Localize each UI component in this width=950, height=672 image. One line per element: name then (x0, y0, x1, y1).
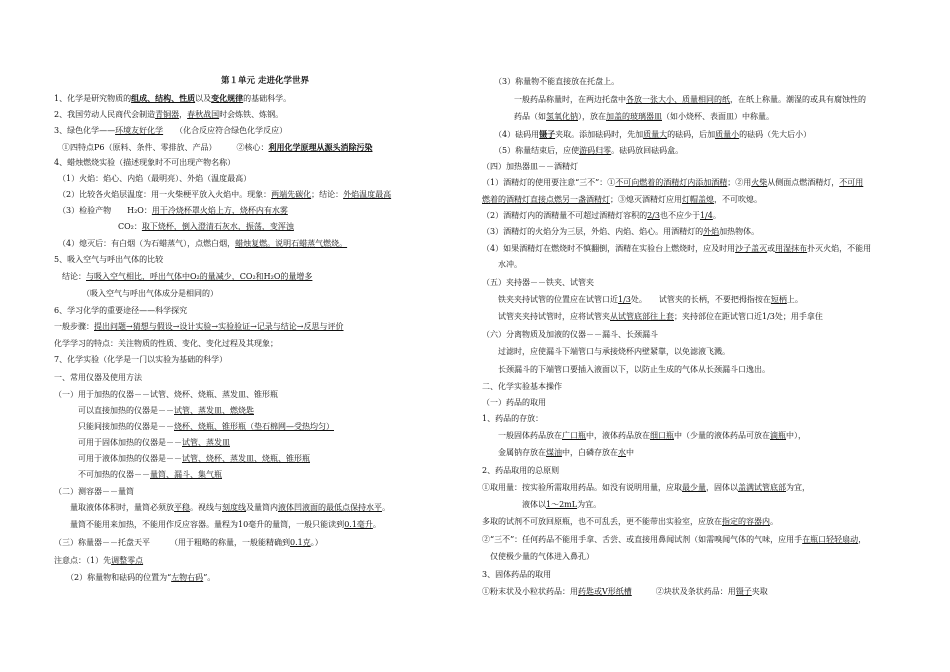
plain-text: 的砝码，后加 (667, 130, 716, 139)
underlined-text: 变化规律 (211, 93, 244, 103)
plain-text: ①粉末状及小粒状药品：用 (482, 587, 578, 596)
plain-text: 可用于固体加热的仪器是－－ (54, 438, 182, 447)
plain-text: 仅使极少量的气体进入鼻孔） (482, 552, 594, 561)
plain-text: 药品（如 (482, 112, 546, 121)
plain-text: （六）分离物质及加液的仪器－－漏斗、长颈漏斗 (482, 330, 658, 339)
text-line (482, 552, 594, 562)
plain-text: 也不应少于 (659, 211, 700, 220)
plain-text: 可以直接加热的仪器是－－ (54, 406, 174, 415)
underlined-text: 左物右码 (171, 573, 204, 582)
underlined-text: 平稳 (174, 503, 190, 512)
text-line (54, 470, 222, 480)
text-line (482, 431, 806, 441)
plain-text: ，固体以 (706, 483, 738, 492)
plain-text: 过滤时，应使漏斗下端管口与承接烧杯内壁紧靠，以免滤液飞溅。 (482, 347, 730, 356)
text-line (482, 295, 803, 305)
plain-text: 及量筒内 (246, 503, 278, 512)
plain-text: ），放在 (578, 112, 606, 121)
underlined-text: 滴瓶 (770, 431, 786, 440)
text-line (482, 587, 768, 597)
underlined-text: 在瓶口轻轻扇动 (802, 535, 859, 544)
plain-text: （如小烧杯、表面皿）中称量。 (662, 112, 774, 121)
text-line (482, 330, 658, 340)
plain-text: 7、化学实验（化学是一门以实验为基础的科学） (54, 355, 228, 364)
plain-text: 2、我国劳动人民商代会制造 (54, 110, 156, 119)
text-line (482, 77, 619, 87)
underlined-text: 煤油 (546, 448, 562, 457)
text-line (482, 227, 759, 237)
text-line (54, 142, 372, 153)
underlined-text: 水 (618, 448, 626, 457)
plain-text: ；②用 (727, 178, 752, 187)
plain-text: （二）测容器－－量筒 (54, 487, 134, 496)
plain-text: 2、药品取用的总原则 (482, 466, 560, 475)
plain-text: 4、蜡烛燃烧实验（描述现象时不可出现产物名称） (54, 158, 236, 167)
plain-text: 。 (712, 211, 721, 220)
plain-text: （吸入空气与呼出气体成分是相同的） (54, 289, 218, 298)
text-line (54, 573, 215, 583)
underlined-text: 盖满试管底部 (738, 483, 786, 492)
page-title: 第１单元 走进化学世界 (221, 76, 309, 86)
underlined-text: 用干冷烧杯罩火焰上方，烧杯内有水雾 (151, 206, 288, 215)
plain-text: 上。 (786, 295, 803, 304)
underlined-text: 组成、结构、性质 (131, 93, 196, 103)
underlined-text: 试管、烧杯、蒸发皿、烧瓶、锥形瓶 (182, 454, 310, 463)
plain-text: 试管夹夹持试管时，应将试管夹 (482, 312, 610, 321)
underlined-text: 刻度线 (222, 503, 246, 512)
plain-text: ①四特点P6（原料、条件、零排放、产品） ②核心： (54, 143, 269, 152)
plain-text: ”。 (203, 573, 216, 582)
plain-text: （四）加热器皿－－酒精灯 (482, 162, 578, 171)
underlined-text: 1/4 (699, 211, 713, 220)
text-line (482, 244, 871, 254)
plain-text: ②“三不”：任何药品不能用手拿、舌尝、或直接用鼻闻试剂（如需嗅闻气体的气味，应用手 (482, 535, 803, 544)
text-line (54, 272, 312, 282)
underlined-text: 细口瓶 (650, 431, 674, 440)
plain-text: CO₂： (54, 222, 142, 231)
text-line (54, 422, 334, 432)
plain-text: 一般固体药品放在 (482, 431, 562, 440)
text-line (482, 517, 778, 527)
text-line (482, 414, 543, 424)
plain-text: （2）比较各火焰层温度：用一火柴梗平放入火焰中。现象： (54, 190, 272, 199)
text-line (482, 466, 559, 476)
text-line (54, 390, 278, 400)
text-line (54, 339, 278, 349)
text-line (482, 535, 866, 545)
text-line (54, 93, 291, 104)
underlined-text: 燃着的酒精灯直接点燃另一盏酒精灯 (482, 195, 610, 204)
text-line (482, 146, 683, 156)
underlined-text: 青铜器 (155, 110, 180, 119)
plain-text: 为宜， (786, 483, 810, 492)
plain-text: 从侧面点燃酒精灯， (767, 178, 840, 187)
text-line (54, 454, 310, 464)
text-line (482, 112, 774, 122)
text-line (482, 398, 546, 408)
plain-text: 中（少量的液体药品可放在 (674, 431, 770, 440)
plain-text: 液体以 (482, 500, 546, 509)
underlined-text: 加盖的玻璃器皿 (606, 112, 662, 121)
plain-text: 一般药品称量时，在两边托盘中 (482, 95, 626, 104)
underlined-text: 从试管底部往上套 (610, 312, 674, 321)
underlined-text: 0.1毫升 (344, 520, 373, 529)
text-line (54, 556, 143, 566)
plain-text: ②块状及条状药品：用 (631, 587, 736, 596)
plain-text: （1）火焰：焰心、内焰（最明亮）、外焰（温度最高） (54, 174, 252, 183)
plain-text: 。 (770, 517, 778, 526)
underlined-text: 指定的容器内 (722, 517, 770, 526)
text-line (482, 570, 551, 580)
plain-text: （五）夹持器－－铁夹、试管夹 (482, 278, 594, 287)
underlined-text: 利用化学原理从源头消除污染 (268, 142, 373, 152)
plain-text: 。视线与 (190, 503, 222, 512)
plain-text: 或 (767, 244, 776, 253)
plain-text: （4）熄灭后：有白烟（为石蜡蒸气），点燃白烟， (54, 239, 236, 248)
plain-text: 的砝码（先大后小） (739, 130, 812, 139)
plain-text: 量筒不能用来加热，不能用作反应容器。量程为10毫升的量筒，一般只能读到 (54, 520, 345, 529)
plain-text: 。砝码放回砝码盒。 (611, 146, 684, 155)
underlined-text: 镊子 (539, 129, 556, 139)
text-line (54, 158, 235, 168)
underlined-text: 镊子 (735, 587, 752, 596)
underlined-text: 质量大 (643, 130, 668, 139)
text-line (54, 255, 163, 265)
plain-text: 加热物体。 (719, 227, 760, 236)
underlined-text: 取下烧杯，倒入澄清石灰水，振荡，变浑浊 (141, 222, 294, 231)
plain-text: 化学学习的特点：关注物质的性质、变化、变化过程及其现象； (54, 339, 278, 348)
plain-text: 时会炼铁、炼钢。 (219, 110, 284, 119)
plain-text: 6、学习化学的重要途径——科学探究 (54, 306, 188, 315)
plain-text: （3）酒精灯的火焰分为三层，外焰、内焰、焰心。用酒精灯的 (482, 227, 704, 236)
text-line (482, 162, 578, 172)
plain-text: 夹取。添加砝码时，先加 (555, 130, 644, 139)
plain-text: 只能间接加热的仪器是－－ (54, 422, 174, 431)
underlined-text: 广口瓶 (562, 431, 586, 440)
text-line (54, 406, 254, 416)
plain-text: 。 (382, 503, 390, 512)
plain-text: （2）称量物和砝码的位置为“ (54, 573, 172, 582)
plain-text: ，不可吹熄。 (714, 195, 762, 204)
underlined-text: 各放一张大小、质量相同的纸 (626, 95, 730, 104)
plain-text: 中）， (786, 431, 806, 440)
underlined-text: 短柄 (770, 295, 787, 304)
plain-text: 金属钠存放在 (482, 448, 546, 457)
text-line (54, 206, 288, 216)
plain-text: 不可加热的仪器－－ (54, 470, 150, 479)
plain-text: 水冲。 (482, 260, 522, 269)
plain-text: 长颈漏斗的下端管口要插入液面以下，以防止生成的气体从长颈漏斗口逸出。 (482, 365, 770, 374)
plain-text: （3）称量物不能直接放在托盘上。 (482, 77, 620, 86)
plain-text: 一般步骤： (54, 322, 94, 331)
plain-text: （4）砝码用 (482, 130, 540, 139)
plain-text: 夹取 (751, 587, 768, 596)
plain-text: 3、绿色化学—— (54, 126, 116, 135)
plain-text: 为宜。 (577, 500, 602, 509)
underlined-text: 不可用 (839, 178, 864, 187)
text-line (54, 322, 344, 332)
plain-text: 处。 试管夹的长柄，不要把拇指按在 (630, 295, 771, 304)
plain-text: 多取的试剂不可放回原瓶，也不可乱丢，更不能带出实验室，应放在 (482, 517, 722, 526)
text-line (482, 195, 762, 205)
text-line (54, 355, 227, 365)
plain-text: ；③熄灭酒精灯应用 (610, 195, 682, 204)
plain-text: 中，液体药品放在 (586, 431, 650, 440)
text-line (482, 500, 601, 510)
text-line (482, 278, 594, 288)
text-line (482, 129, 811, 140)
underlined-text: 氢氧化钠 (546, 112, 578, 121)
text-line (54, 126, 287, 136)
text-line (482, 260, 522, 270)
underlined-text: 药匙或V形纸槽 (578, 587, 632, 596)
text-line (482, 483, 810, 493)
text-line (54, 520, 381, 530)
underlined-text: 液体凹液面的最低点保持水平 (278, 503, 382, 512)
text-line (54, 306, 187, 316)
plain-text: 可用于液体加热的仪器是－－ (54, 454, 182, 463)
plain-text: ， (179, 110, 188, 119)
plain-text: 铁夹夹持试管的位置应在试管口近 (482, 295, 618, 304)
text-line (482, 178, 863, 188)
text-line (54, 239, 347, 249)
plain-text: （1）酒精灯的使用要注意“三不”：① (482, 178, 616, 187)
plain-text: （化合反应符合绿色化学反应） (163, 126, 288, 135)
plain-text: （一）药品的取用 (482, 398, 546, 407)
text-line (54, 538, 323, 548)
underlined-text: 游码归零 (579, 146, 612, 155)
plain-text: 二、化学实验基本操作 (482, 382, 562, 391)
text-line (482, 211, 721, 221)
underlined-text: 不可向燃着的酒精灯内添加酒精 (615, 178, 728, 187)
text-line (54, 289, 218, 299)
underlined-text: 火柴 (751, 178, 768, 187)
underlined-text: 沙子盖灭 (735, 244, 768, 253)
text-line (54, 174, 251, 184)
underlined-text: 2/3 (647, 211, 660, 220)
underlined-text: 外焰温度最高 (343, 190, 392, 199)
plain-text: （4）如果酒精灯在燃烧时不慎翻倒，酒精在实验台上燃烧时，应及时用 (482, 244, 736, 253)
text-line (54, 190, 391, 200)
text-line (54, 222, 294, 232)
underlined-text: 试管、蒸发皿、燃烧匙 (174, 406, 254, 415)
underlined-text: 1/3 (618, 295, 631, 304)
plain-text: 中 (626, 448, 634, 457)
plain-text: ；夹持部位在距试管口近1/3处；用手拿住 (674, 312, 823, 321)
text-line (54, 503, 390, 513)
plain-text: 一、常用仪器及使用方法 (54, 373, 142, 382)
plain-text: （5）称量结束后，应使 (482, 146, 580, 155)
underlined-text: 春秋战国 (187, 110, 220, 119)
plain-text: 。 (372, 520, 381, 529)
plain-text: 扑灭火焰，不能用 (807, 244, 872, 253)
underlined-text: 蜡烛复燃。说明石蜡蒸气燃烧。 (235, 239, 348, 248)
plain-text: 3、固体药品的取用 (482, 570, 552, 579)
text-line (482, 448, 634, 458)
text-line (54, 110, 283, 120)
plain-text: 中，白磷存放在 (562, 448, 618, 457)
text-line (482, 347, 730, 357)
plain-text: 量取液体体积时，量筒必须放 (54, 503, 174, 512)
plain-text: 以及 (195, 94, 212, 103)
plain-text: ①取用量：按实验所需取用药品。如没有说明用量，应取 (482, 483, 682, 492)
underlined-text: 与吸入空气相比，呼出气体中O₂的量减少，CO₂和H₂O的量增多 (86, 272, 313, 281)
text-line (54, 438, 230, 448)
underlined-text: 用湿抹布 (775, 244, 808, 253)
underlined-text: 量筒、漏斗、集气瓶 (150, 470, 222, 479)
plain-text: （一）用于加热的仪器－－试管、烧杯、烧瓶、蒸发皿、锥形瓶 (54, 390, 278, 399)
plain-text: （3）检验产物 H₂O： (54, 206, 152, 215)
text-line (482, 365, 770, 375)
underlined-text: 最少量 (682, 483, 706, 492)
text-line (482, 95, 866, 105)
text-line (482, 382, 562, 392)
plain-text: 1、化学是研究物质的 (54, 94, 132, 103)
underlined-text: 1～2mL (546, 500, 578, 509)
plain-text: 5、吸入空气与呼出气体的比较 (54, 255, 164, 264)
text-line (54, 373, 142, 383)
plain-text: ，在纸上称量。潮湿的或具有腐蚀性的 (730, 95, 866, 104)
underlined-text: 两端先碳化 (271, 190, 312, 199)
plain-text: （2）酒精灯内的酒精量不可超过酒精灯容积的 (482, 211, 648, 220)
underlined-text: 质量小 (715, 130, 740, 139)
plain-text: 注意点：（1）先 (54, 556, 112, 565)
plain-text: ， (858, 535, 867, 544)
underlined-text: 试管、蒸发皿 (182, 438, 230, 447)
plain-text: 的基础科学。 (243, 94, 292, 103)
plain-text: 结论： (54, 272, 86, 281)
plain-text: ；结论： (311, 190, 344, 199)
underlined-text: 灯帽盖熄 (682, 195, 714, 204)
text-line (482, 312, 823, 322)
text-line (54, 487, 134, 497)
underlined-text: 调整零点 (111, 556, 144, 565)
plain-text: （三）称量器－－托盘天平 （用于粗略的称量，一般能精确到 (54, 538, 290, 547)
underlined-text: 外焰 (703, 227, 720, 236)
plain-text: 。） (310, 538, 323, 547)
underlined-text: 环境友好化学 (115, 126, 164, 135)
plain-text: 1、药品的存放： (482, 414, 544, 423)
underlined-text: 提出问题→猜想与假设→设计实验→实验验证→记录与结论→反思与评价 (94, 322, 344, 331)
underlined-text: 烧杯、烧瓶、锥形瓶（垫石棉网—受热均匀） (174, 422, 334, 431)
underlined-text: 0.1克 (290, 538, 311, 547)
